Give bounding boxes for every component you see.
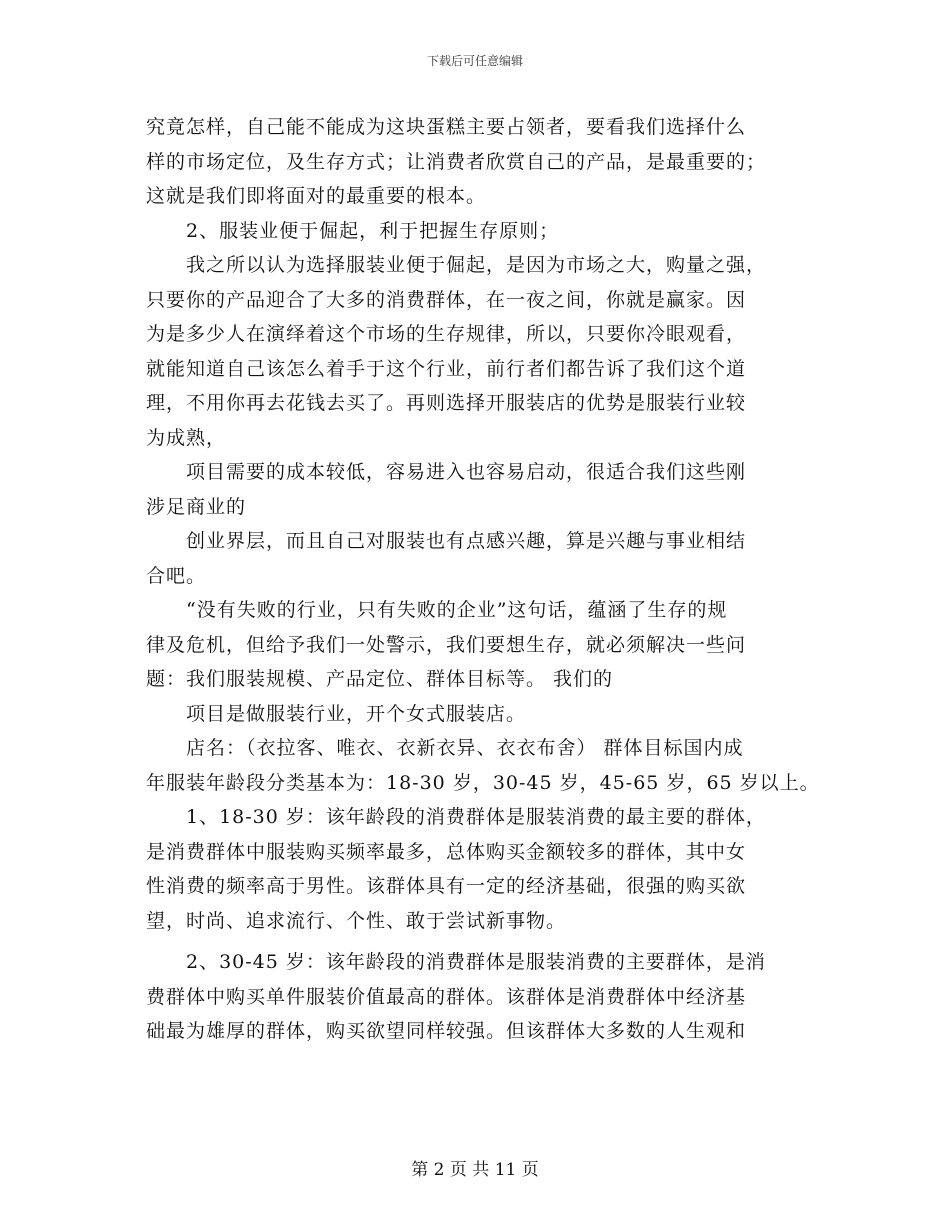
- text-line: 这就是我们即将面对的最重要的根本。: [146, 185, 487, 207]
- text-line: 店名：（衣拉客、唯衣、衣新衣异、衣衣布舍） 群体目标国内成: [146, 737, 744, 759]
- page-number: 第 2 页 共 11 页: [411, 1160, 539, 1180]
- page-header-note: 下载后可任意编辑: [426, 54, 523, 68]
- text-line: 合吧。: [146, 564, 207, 587]
- text-line: 为成熟，: [146, 426, 227, 449]
- text-line: 性消费的频率高于男性。该群体具有一定的经济基础，很强的购买欲: [146, 875, 747, 897]
- text-line: 是消费群体中服装购买频率最多，总体购买金额较多的群体，其中女: [146, 840, 747, 863]
- text-line: 1、18-30 岁：该年龄段的消费群体是服装消费的最主要的群体，: [146, 806, 766, 828]
- text-line: 年服装年龄段分类基本为：18-30 岁，30-45 岁，45-65 岁，65 岁以上。: [146, 771, 820, 794]
- text-line: 只要你的产品迎合了大多的消费群体，在一夜之间，你就是赢家。因: [146, 288, 747, 311]
- text-line: 律及危机，但给予我们一处警示，我们要想生存，就必须解决一些问: [146, 633, 747, 656]
- text-line: 理，不用你再去花钱去买了。再则选择开服装店的优势是服装行业较: [146, 392, 747, 414]
- section-heading: 2、服装业便于倔起，利于把握生存原则；: [146, 219, 560, 242]
- text-line: 望，时尚、追求流行、个性、敢于尝试新事物。: [146, 909, 567, 932]
- text-line: 项目是做服装行业，开个女式服装店。: [146, 702, 527, 725]
- text-line: 我之所以认为选择服装业便于倔起，是因为市场之大，购量之强，: [146, 254, 767, 276]
- text-line: 创业界层，而且自己对服装也有点感兴趣，算是兴趣与事业相结: [146, 530, 747, 552]
- text-line: 础最为雄厚的群体，购买欲望同样较强。但该群体大多数的人生观和: [146, 1020, 747, 1042]
- text-line: 2、30-45 岁：该年龄段的消费群体是服装消费的主要群体，是消: [146, 951, 766, 973]
- text-line: 为是多少人在演绎着这个市场的生存规律，所以，只要你冷眼观看，: [146, 323, 747, 345]
- text-line: “没有失败的行业，只有失败的企业”这句话，蕴涵了生存的规: [146, 599, 728, 621]
- text-line: 涉足商业的: [146, 495, 247, 518]
- text-line: 就能知道自己该怎么着手于这个行业，前行者们都告诉了我们这个道: [146, 357, 747, 380]
- text-line: 项目需要的成本较低，容易进入也容易启动，很适合我们这些刚: [146, 461, 747, 483]
- text-line: 样的市场定位，及生存方式；让消费者欣赏自己的产品，是最重要的；: [146, 150, 767, 173]
- text-line: 费群体中购买单件服装价值最高的群体。该群体是消费群体中经济基: [146, 985, 747, 1008]
- document-body: [146, 110, 826, 1049]
- text-line: 究竟怎样，自己能不能成为这块蛋糕主要占领者，要看我们选择什么: [146, 116, 747, 138]
- text-line: 题：我们服装规模、产品定位、群体目标等。 我们的: [146, 668, 614, 690]
